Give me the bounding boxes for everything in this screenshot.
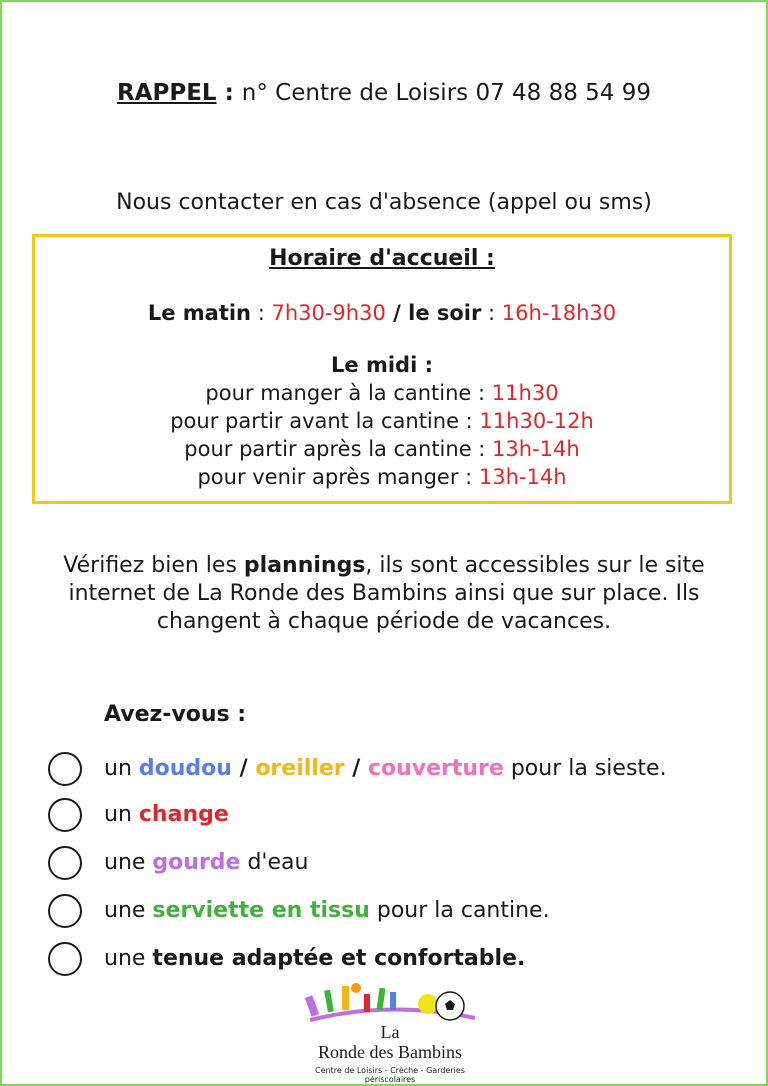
midi-line: [35, 463, 729, 491]
horaire-box: [32, 234, 732, 504]
checkbox-circle[interactable]: [48, 798, 82, 832]
soir-label: le soir: [408, 301, 482, 325]
checklist-item-serviette: [0, 892, 768, 932]
rappel-sep: :: [216, 80, 242, 106]
matin-time: 7h30-9h30: [271, 301, 386, 325]
checklist-text: une serviette en tissu pour la cantine.: [104, 898, 550, 923]
contact-text: Nous contacter en cas d'absence (appel ou sms): [116, 190, 652, 215]
checklist-item-sieste: [0, 750, 768, 790]
checklist-item-tenue: [0, 940, 768, 980]
checklist-text: un change: [104, 802, 229, 827]
para-after: , ils sont accessibles sur le site internet de La Ronde des Bambins ainsi que sur place. Ils changent à chaque période de vacances.: [68, 553, 705, 634]
midi-line: [35, 435, 729, 463]
para-before: Vérifiez bien les: [63, 553, 244, 578]
midi-line: [35, 407, 729, 435]
rappel-line: [0, 80, 768, 106]
slash: /: [385, 301, 409, 325]
horaire-matin-soir: Le matin : 7h30-9h30 / le soir : 16h-18h30: [147, 301, 617, 325]
logo-line2: Ronde des Bambins: [318, 1042, 462, 1062]
horaire-title: Horaire d'accueil :: [269, 246, 495, 271]
rappel-phone: n° Centre de Loisirs 07 48 88 54 99: [241, 80, 652, 106]
checklist-item-change: [0, 796, 768, 836]
midi-time: 11h30-12h: [479, 409, 594, 433]
checklist-item-gourde: [0, 844, 768, 884]
midi-label: pour venir après manger :: [197, 465, 479, 489]
checklist-text: un doudou / oreiller / couverture pour la sieste.: [104, 756, 667, 781]
matin-label: Le matin: [147, 301, 252, 325]
checkbox-circle[interactable]: [48, 942, 82, 976]
logo: [290, 982, 490, 1082]
midi-time: 11h30: [491, 381, 559, 405]
logo-tagline: Centre de Loisirs - Crèche - Garderies périscolaires: [315, 1066, 465, 1084]
midi-label: pour partir avant la cantine :: [170, 409, 480, 433]
para-bold: plannings: [243, 553, 366, 578]
midi-line: [35, 379, 729, 407]
midi-label: pour partir après la cantine :: [184, 437, 493, 461]
midi-label: pour manger à la cantine :: [205, 381, 492, 405]
checklist-text: une tenue adaptée et confortable.: [104, 946, 526, 971]
soir-time: 16h-18h30: [501, 301, 617, 325]
checkbox-circle[interactable]: [48, 894, 82, 928]
midi-title: Le midi :: [331, 353, 433, 377]
checklist-title: Avez-vous :: [104, 702, 247, 727]
logo-line1: La: [380, 1022, 400, 1042]
midi-time: 13h-14h: [492, 437, 580, 461]
checkbox-circle[interactable]: [48, 752, 82, 786]
plannings-paragraph: [30, 552, 738, 636]
midi-time: 13h-14h: [478, 465, 567, 489]
logo-icon: [290, 982, 490, 1026]
rappel-label: RAPPEL: [116, 80, 217, 106]
checklist-text: une gourde d'eau: [104, 850, 309, 875]
checkbox-circle[interactable]: [48, 846, 82, 880]
